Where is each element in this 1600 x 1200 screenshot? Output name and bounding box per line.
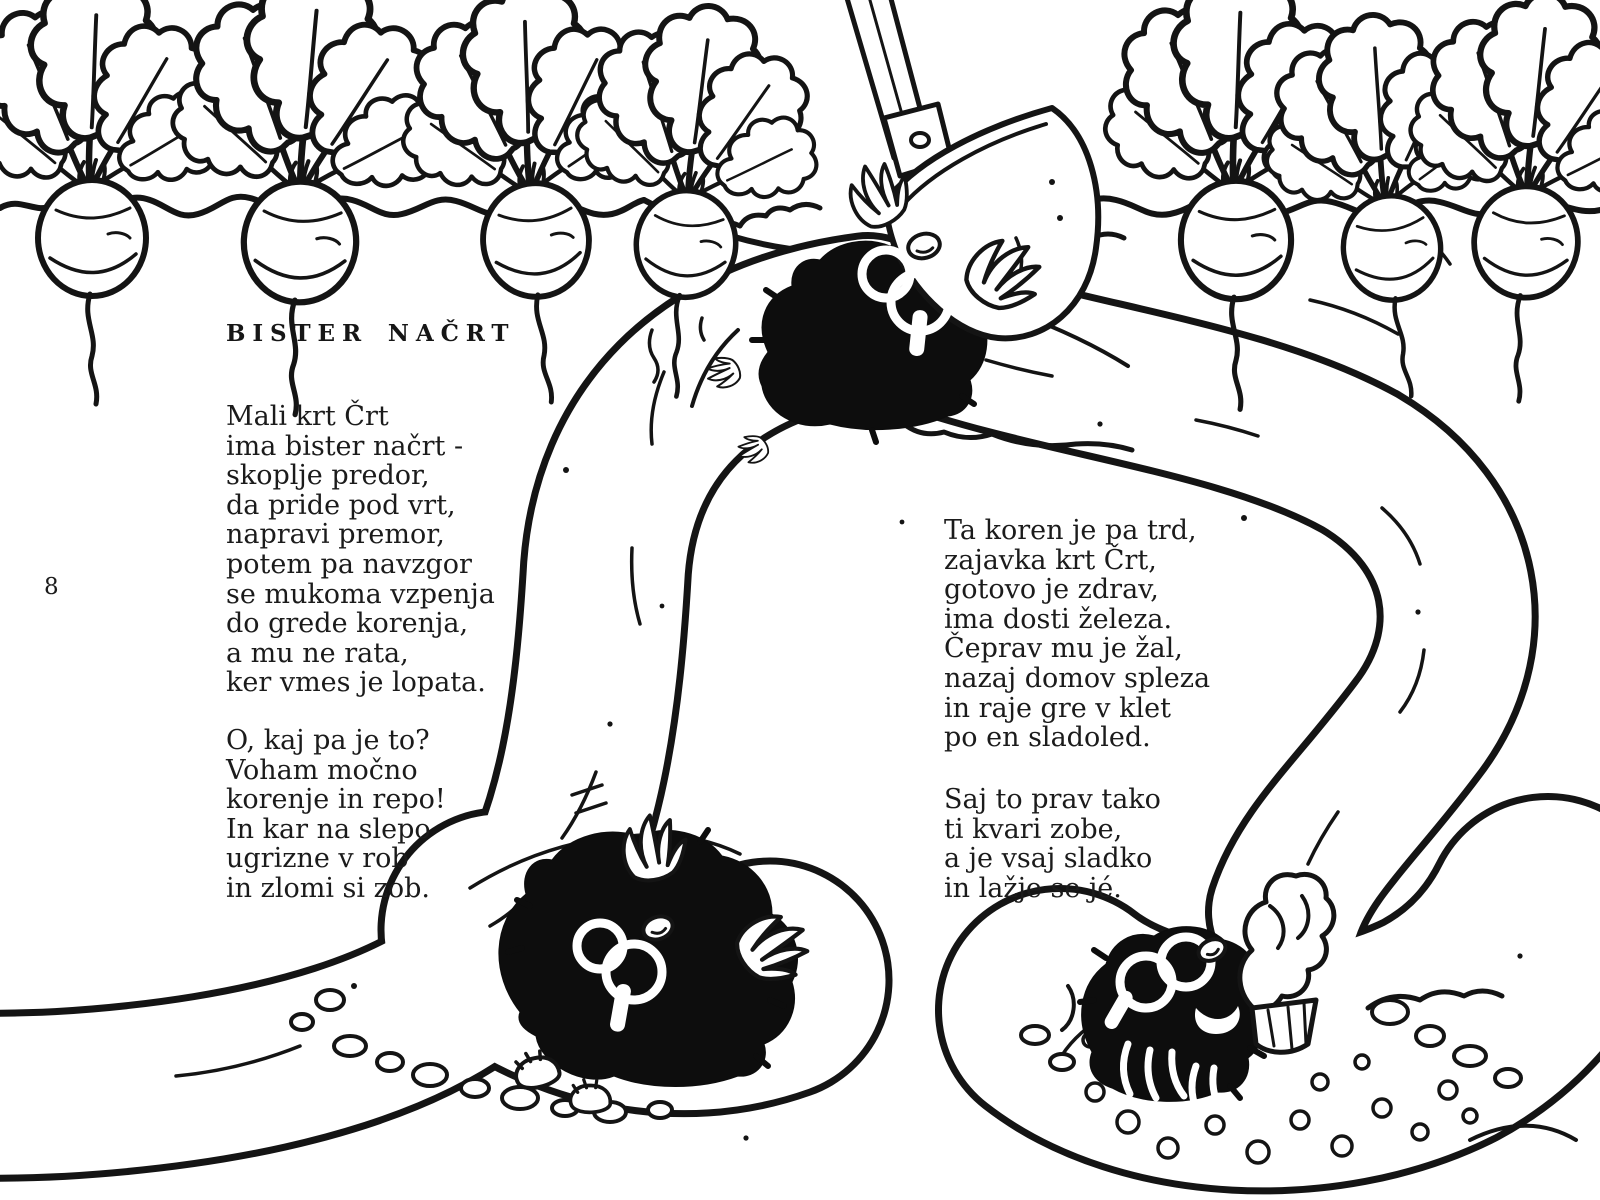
- poem-line: ti kvari zobe,: [944, 813, 1123, 845]
- poem-line: Voham močno: [226, 754, 418, 786]
- page-number: 8: [44, 574, 59, 600]
- poem-line: In kar na slepo: [226, 813, 431, 845]
- poem-line: zajavka krt Črt,: [944, 544, 1157, 576]
- poem-line: potem pa navzgor: [226, 548, 472, 580]
- poem-line: a je vsaj sladko: [944, 843, 1153, 875]
- poem-line: nazaj domov spleza: [944, 662, 1211, 694]
- poem-line: ima dosti železa.: [944, 603, 1173, 635]
- left-poem-stanza-2: [226, 726, 446, 904]
- poem-line: in raje gre v klet: [944, 692, 1171, 724]
- poem-line: gotovo je zdrav,: [944, 574, 1159, 606]
- poem-line: a mu ne rata,: [226, 637, 409, 669]
- poem-line: O, kaj pa je to?: [226, 725, 430, 756]
- poem-line: skoplje predor,: [226, 460, 430, 492]
- poem-title: BISTER NAČRT: [226, 320, 516, 347]
- right-poem-stanza-1: [944, 516, 1210, 753]
- poem-line: do grede korenja,: [226, 608, 469, 640]
- poem-line: Mali krt Črt: [226, 401, 389, 432]
- poem-line: Ta koren je pa trd,: [944, 515, 1197, 546]
- poem-line: ima bister načrt -: [226, 430, 464, 462]
- poem-line: da pride pod vrt,: [226, 489, 456, 521]
- poem-line: in zlomi si zob.: [226, 872, 430, 904]
- poem-line: korenje in repo!: [226, 784, 446, 816]
- poem-line: po en sladoled.: [944, 722, 1151, 754]
- poem-line: ugrizne v rob: [226, 843, 409, 875]
- poem-line: Saj to prav tako: [944, 784, 1161, 815]
- left-poem-stanza-1: [226, 402, 495, 698]
- poem-line: napravi premor,: [226, 519, 445, 551]
- poem-line: ker vmes je lopata.: [226, 667, 486, 699]
- poem-line: Čeprav mu je žal,: [944, 633, 1183, 665]
- poem-line: in lažje se jé.: [944, 872, 1122, 904]
- poem-line: se mukoma vzpenja: [226, 578, 495, 610]
- right-poem-stanza-2: [944, 785, 1161, 903]
